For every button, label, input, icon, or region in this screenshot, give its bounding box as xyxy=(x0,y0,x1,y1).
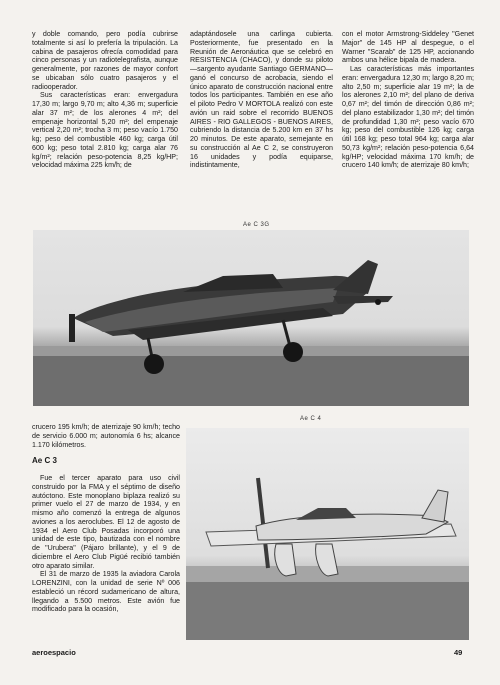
photo-ae-c3g-aircraft xyxy=(33,230,469,406)
paragraph: con el motor Armstrong-Siddeley "Genet Major" de 145 HP al despegue, o el Warner "Scarab" de 125 HP, accionando ambos una hélice bipala de madera. xyxy=(342,30,474,65)
paragraph: Sus características eran: envergadura 17,30 m; largo 9,70 m; alto 4,36 m; superficie alar 37 m²; de los alerones 4 m²; del empenaje horizontal 5,20 m²; del empenaje vertical 2,20 m²; trocha 3 m; peso vacío 1.750 kg; peso del combustible 460 kg; carga útil 600 kg; peso total 2.810 kg; carga alar 76 kg/m²; relación peso-potencia 8,25 kg/HP; velocidad máxima 225 km/h; de xyxy=(32,91,178,170)
paragraph: y doble comando, pero podía cubrirse totalmente si así lo prefería la tripulación. La cabina de pasajeros ofrecía comodidad para cinco personas y un radiotelegrafista, aunque generalmente, por razones de mayor confort se ubicaban sólo cuatro pasajeros y el radiooperador. xyxy=(32,30,178,91)
photo-caption-ae-c4: Ae C 4 xyxy=(300,416,322,422)
column-2-top-text xyxy=(190,30,333,170)
paragraph: Fue el tercer aparato para uso civil construido por la FMA y el séptimo de diseño autóctono. Este monoplano biplaza realizó su primer vuelo el 27 de marzo de 1934, y en mismo año comenzó la entrega de algunos aviones a los aeroclubes. El 12 de agosto de 1934 el Aero Club Posadas incorporó una unidad de este tipo, bautizada con el nombre de "Urubera" (Pájaro brillante), y el 9 de diciembre el Aero Club Pigüé recibió también otro aparato similar. xyxy=(32,474,180,570)
column-1-top-text xyxy=(32,30,178,170)
paragraph: crucero 195 km/h; de aterrizaje 90 km/h; techo de servicio 6.000 m; autonomía 6 hs; alcance 1.170 kilómetros. xyxy=(32,423,180,449)
column-1-bottom-text xyxy=(32,423,180,614)
section-heading: Ae C 3 xyxy=(32,456,57,466)
column-3-top-text xyxy=(342,30,474,170)
paragraph: El 31 de marzo de 1935 la aviadora Carola LORENZINI, con la unidad de serie Nº 006 estableció un récord sudamericano de altura, llegando a 5.500 metros. Este avión fue modificado para la ocasión, xyxy=(32,570,180,614)
aircraft-photo-illustration xyxy=(186,428,469,640)
photo-caption-ae-c3g: Ae C 3G xyxy=(243,222,270,228)
page-number: 49 xyxy=(454,648,463,657)
paragraph: Las características más importantes eran: envergadura 12,30 m; largo 8,20 m; alto 2,50 m; superficie alar 19 m²; la de los alerones 2,10 m²; del plano de deriva 0,67 m²; del timón de dirección 0,86 m²; del plano estabilizador 1,30 m²; del timón de profundidad 1,30 m²; peso vacío 670 kg; peso del combustible 126 kg; carga útil 168 kg; peso total 964 kg; carga alar 50,73 kg/m²; relación peso-potencia 6,64 kg/HP; velocidad máxima 170 km/h; de crucero 140 km/h; de aterrizaje 80 km/h; xyxy=(342,65,474,170)
paragraph: adaptándosele una carlinga cubierta. Posteriormente, fue presentado en la Reunión de Aeronáutica que se celebró en RESISTENCIA (CHACO), y donde su piloto —sargento ayudante Santiago GERMANO— ganó el concurso de acrobacia, siendo el único aparato de construcción nacional entre todos los participantes. También en ese año el piloto Pedro V MORTOLA realizó con este avión un raid sobre el recorrido BUENOS AIRES - RIO GALLEGOS - BUENOS AIRES, cubriendo la distancia de 5.200 km en 37 hs 20 minutos. De este aparato, semejante en su construcción al Ae C 2, se construyeron 16 unidades y podía equiparse, indistintamente, xyxy=(190,30,333,170)
footer-magazine-name: aeroespacio xyxy=(32,648,76,657)
photo-ae-c4-aircraft xyxy=(186,428,469,640)
aircraft-photo-illustration xyxy=(33,230,469,406)
